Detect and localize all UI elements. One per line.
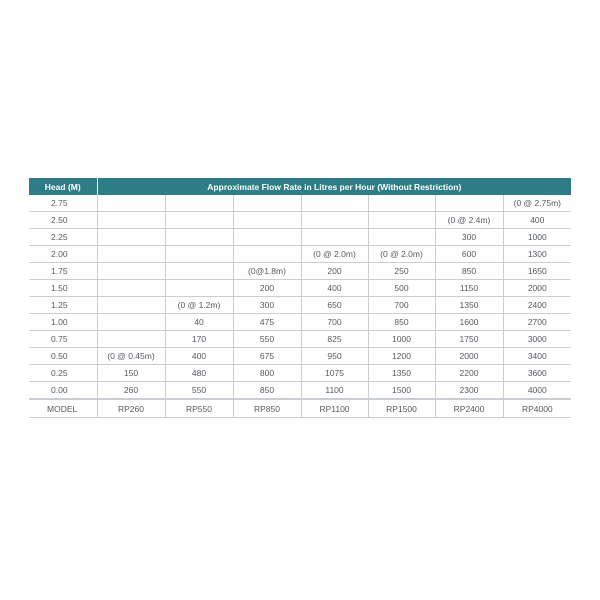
model-name-cell: RP850 [233,399,301,418]
flow-rate-cell [233,212,301,229]
flow-rate-cell [165,263,233,280]
flow-rate-cell: 300 [233,297,301,314]
flow-rate-cell: 1000 [368,331,435,348]
flow-rate-cell: 825 [301,331,368,348]
flow-rate-cell: (0 @ 2.75m) [503,195,571,212]
flow-rate-cell: 700 [301,314,368,331]
flow-rate-cell [368,212,435,229]
flow-rate-cell: 200 [301,263,368,280]
flow-rate-cell: 700 [368,297,435,314]
flow-rate-cell [97,246,165,263]
flow-rate-cell: (0 @ 2.4m) [435,212,503,229]
flow-rate-cell: (0 @ 0.45m) [97,348,165,365]
table-row [29,382,571,400]
flow-rate-cell: 250 [368,263,435,280]
flow-rate-cell: 1650 [503,263,571,280]
flow-rate-cell: (0 @ 1.2m) [165,297,233,314]
head-value-cell: 1.00 [29,314,97,331]
flow-rate-cell: 1350 [368,365,435,382]
model-name-cell: RP2400 [435,399,503,418]
model-name-cell: RP550 [165,399,233,418]
flow-rate-cell [301,229,368,246]
flow-rate-cell: 260 [97,382,165,400]
flow-rate-cell: 1075 [301,365,368,382]
flow-rate-cell: 1350 [435,297,503,314]
flow-rate-cell: 2400 [503,297,571,314]
flow-rate-cell: 400 [165,348,233,365]
flow-rate-cell: 850 [435,263,503,280]
flow-rate-cell: 3000 [503,331,571,348]
model-name-cell: RP1500 [368,399,435,418]
table-row [29,297,571,314]
head-value-cell: 1.75 [29,263,97,280]
table-row [29,348,571,365]
flow-rate-cell: 500 [368,280,435,297]
flow-rate-cell [165,280,233,297]
flow-rate-cell: 170 [165,331,233,348]
flow-rate-cell [233,229,301,246]
flow-rate-cell [97,195,165,212]
flow-rate-cell: 1750 [435,331,503,348]
head-value-cell: 0.25 [29,365,97,382]
table-row [29,263,571,280]
flow-rate-cell: 600 [435,246,503,263]
flow-rate-cell: 650 [301,297,368,314]
flow-rate-cell: 200 [233,280,301,297]
flow-rate-cell: 40 [165,314,233,331]
flow-rate-cell: (0 @ 2.0m) [301,246,368,263]
flow-rate-cell [165,229,233,246]
flow-rate-cell: 2000 [435,348,503,365]
flow-rate-cell: 675 [233,348,301,365]
flow-rate-cell: 400 [503,212,571,229]
flow-rate-cell: (0 @ 2.0m) [368,246,435,263]
flow-rate-cell: 4000 [503,382,571,400]
head-value-cell: 2.00 [29,246,97,263]
flow-rate-cell [165,246,233,263]
table-row [29,365,571,382]
table-header-row [29,178,571,195]
flow-rate-cell: 2700 [503,314,571,331]
flow-rate-cell: 800 [233,365,301,382]
flow-rate-cell: 850 [368,314,435,331]
flow-rate-cell: 1100 [301,382,368,400]
head-value-cell: 2.75 [29,195,97,212]
flow-rate-cell: 550 [233,331,301,348]
flow-rate-cell: 3600 [503,365,571,382]
flow-rate-table [29,178,571,418]
flow-rate-cell: 3400 [503,348,571,365]
flow-rate-cell: 1150 [435,280,503,297]
model-name-cell: RP1100 [301,399,368,418]
flow-rate-cell [368,229,435,246]
flow-rate-table-container [29,178,571,418]
table-row [29,280,571,297]
model-name-cell: RP260 [97,399,165,418]
flow-rate-cell [97,297,165,314]
flow-rate-cell [97,229,165,246]
flow-rate-cell: 850 [233,382,301,400]
model-row [29,399,571,418]
flow-rate-cell [165,212,233,229]
flow-rate-cell: 2200 [435,365,503,382]
flow-rate-cell [97,314,165,331]
table-row [29,246,571,263]
flow-rate-cell: (0@1.8m) [233,263,301,280]
flow-rate-cell: 400 [301,280,368,297]
flow-rate-cell: 1500 [368,382,435,400]
flow-rate-cell [97,331,165,348]
flow-rate-cell: 1200 [368,348,435,365]
table-row [29,331,571,348]
head-value-cell: 0.00 [29,382,97,400]
flow-rate-cell: 2000 [503,280,571,297]
head-value-cell: 1.25 [29,297,97,314]
flow-rate-cell [301,195,368,212]
model-label-cell: MODEL [29,399,97,418]
flow-rate-cell: 1000 [503,229,571,246]
flow-rate-cell [435,195,503,212]
flow-rate-cell [301,212,368,229]
flow-rate-cell [233,246,301,263]
table-row [29,229,571,246]
flow-rate-cell [368,195,435,212]
model-name-cell: RP4000 [503,399,571,418]
head-value-cell: 0.75 [29,331,97,348]
flow-rate-cell [165,195,233,212]
flow-rate-cell [233,195,301,212]
flow-rate-cell: 2300 [435,382,503,400]
head-value-cell: 1.50 [29,280,97,297]
flow-rate-cell: 475 [233,314,301,331]
flow-rate-cell [97,212,165,229]
table-row [29,195,571,212]
head-value-cell: 0.50 [29,348,97,365]
flow-rate-cell: 1300 [503,246,571,263]
table-body [29,195,571,418]
head-value-cell: 2.50 [29,212,97,229]
flow-rate-cell: 150 [97,365,165,382]
head-column-header: Head (M) [29,178,97,195]
table-row [29,314,571,331]
flow-rate-cell: 300 [435,229,503,246]
flow-rate-column-header: Approximate Flow Rate in Litres per Hour (Without Restriction) [97,178,571,195]
flow-rate-cell: 1600 [435,314,503,331]
flow-rate-cell: 550 [165,382,233,400]
head-value-cell: 2.25 [29,229,97,246]
flow-rate-cell [97,280,165,297]
flow-rate-cell [97,263,165,280]
flow-rate-cell: 480 [165,365,233,382]
table-row [29,212,571,229]
flow-rate-cell: 950 [301,348,368,365]
